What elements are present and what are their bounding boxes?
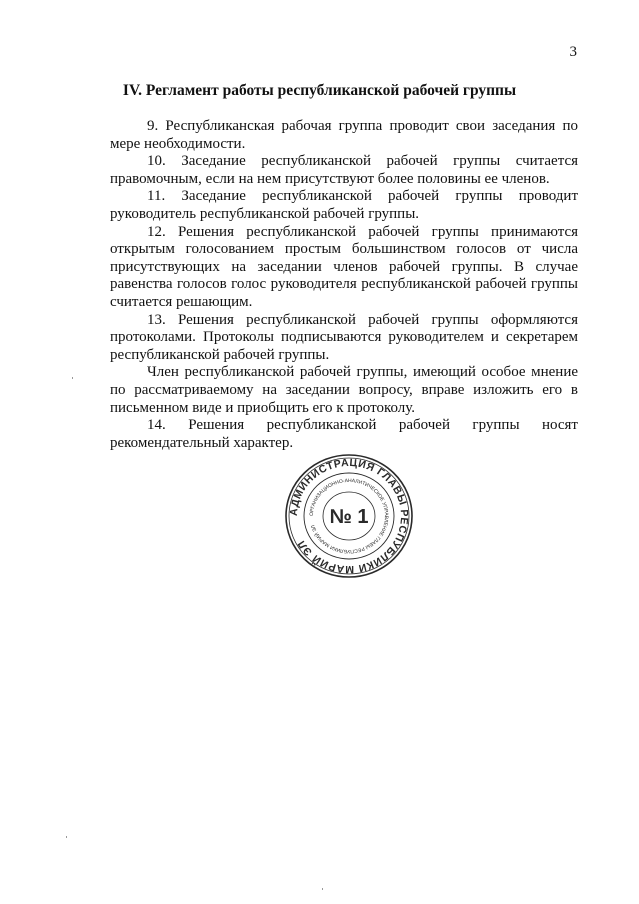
section-title: IV. Регламент работы республиканской рабочей группы [122,82,517,99]
scan-speck [322,888,323,890]
page-number: 3 [569,44,577,60]
paragraph-13: 13. Решения республиканской рабочей группы оформляются протоколами. Протоколы подписываются руководителем и секретарем республиканской рабочей группы. [110,311,578,363]
scan-speck [72,377,73,379]
paragraph-14: 14. Решения республиканской рабочей группы носят рекомендательный характер. [110,417,578,451]
paragraph-12: 12. Решения республиканской рабочей группы принимаются открытым голосованием простым большинством голосов от числа присутствующих на заседании членов рабочей группы. В случае равенства голосов голос руководителя республиканской рабочей группы считается решающим. [110,223,578,310]
stamp-center-text: № 1 [329,506,369,528]
paragraph-10: 10. Заседание республиканской рабочей группы считается правомочным, если на нем присутствуют более половины ее членов. [110,153,578,187]
paragraph-11: 11. Заседание республиканской рабочей группы проводит руководитель республиканской рабочей группы. [110,188,578,222]
paragraph-9: 9. Республиканская рабочая группа проводит свои заседания по мере необходимости. [110,118,578,152]
scan-speck [66,836,67,838]
paragraph-dissent: Член республиканской рабочей группы, имеющий особое мнение по рассматриваемому на заседании вопросу, вправе изложить его в письменном виде и приобщить его к протоколу. [110,364,578,416]
official-stamp [283,452,415,580]
stamp-inner-text: ОРГАНИЗАЦИОННО-АНАЛИТИЧЕСКОЕ УПРАВЛЕНИЕ ГЛАВЫ РЕСПУБЛИКИ МАРИЙ ЭЛ [308,477,390,555]
body-text [110,118,578,452]
stamp-outer-text: АДМИНИСТРАЦИЯ ГЛАВЫ РЕСПУБЛИКИ МАРИЙ ЭЛ [287,456,411,576]
